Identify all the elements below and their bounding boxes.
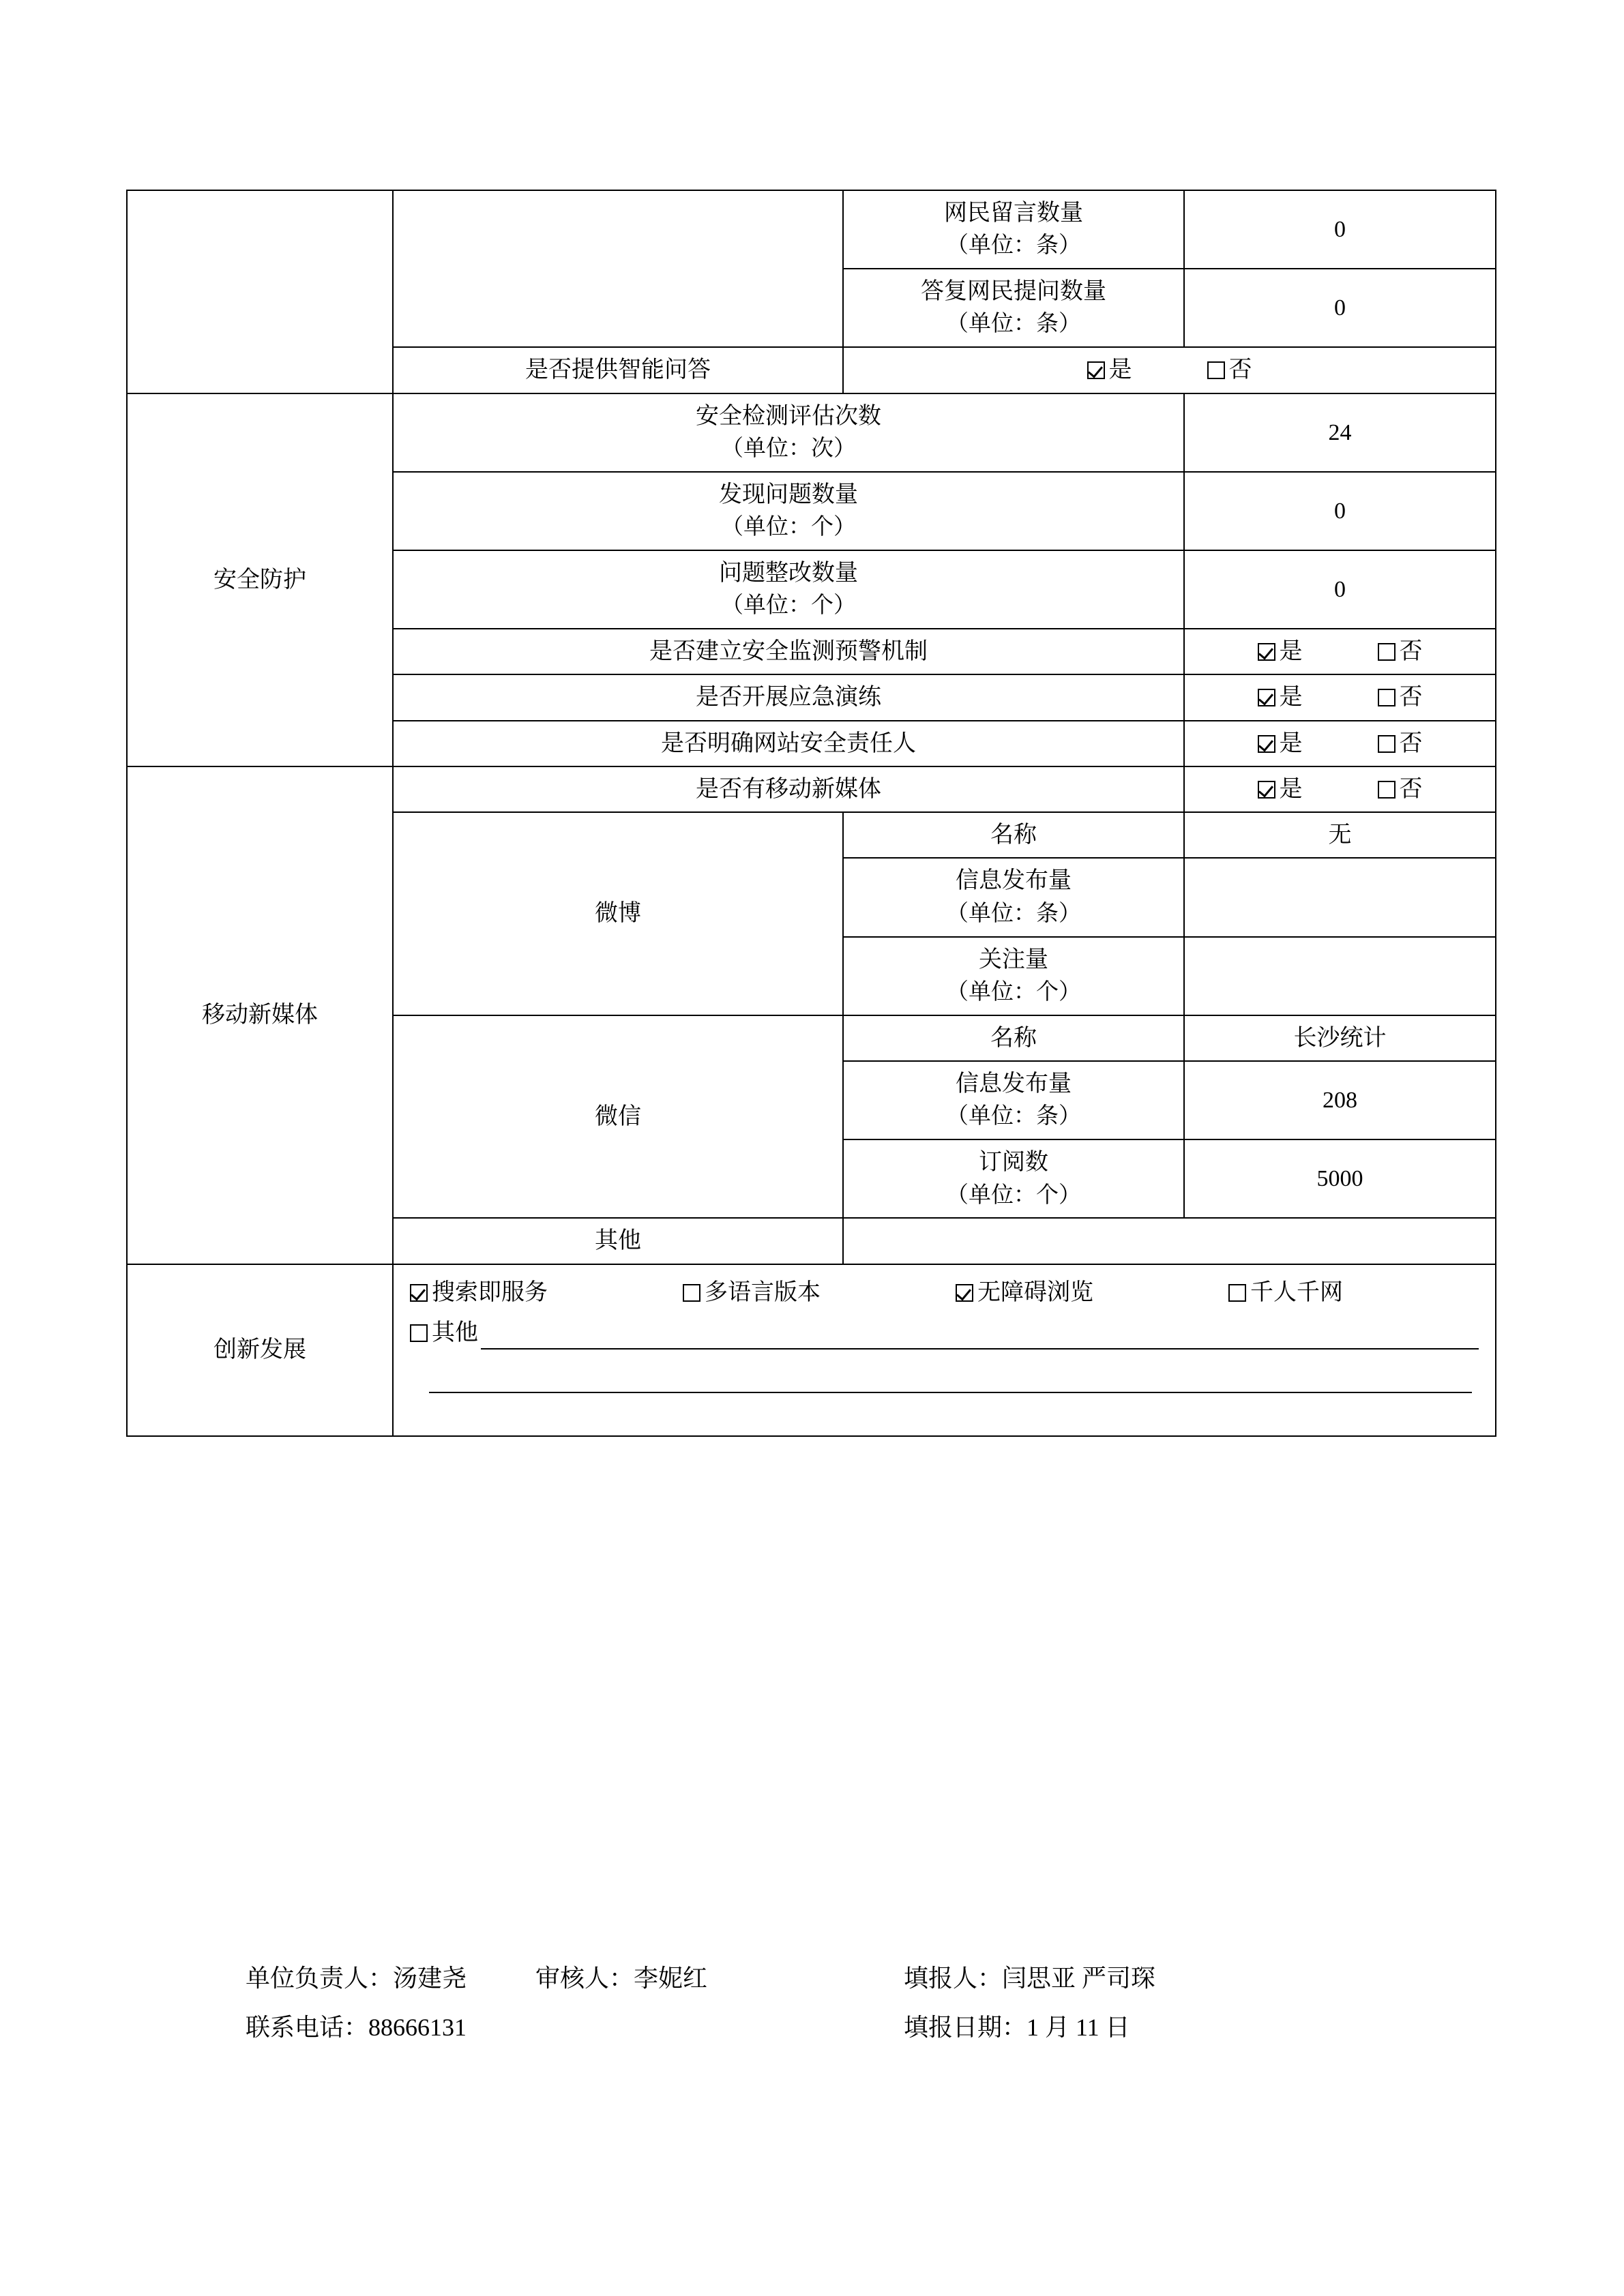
checkbox-warning-mechanism-yes[interactable] [1258, 635, 1303, 668]
phone-label: 联系电话： [246, 2014, 369, 2041]
checkbox-has-newmedia-yes[interactable] [1258, 773, 1303, 806]
checkbox-label: 否 [1399, 639, 1423, 664]
metric-value-weixin-name: 长沙统计 [1184, 1015, 1496, 1061]
checkbox-icon [1378, 643, 1396, 661]
checkbox-label: 否 [1228, 357, 1252, 383]
checkbox-has-newmedia-no[interactable] [1378, 773, 1423, 806]
report-table-wrapper [126, 190, 1495, 1437]
checkbox-label: 否 [1399, 776, 1423, 802]
checkbox-innovation-other[interactable] [410, 1316, 478, 1350]
checkbox-warning-mechanism-no[interactable] [1378, 635, 1423, 668]
checkbox-icon [1258, 689, 1275, 706]
checkbox-icon [410, 1284, 428, 1302]
checkbox-icon [1378, 781, 1396, 799]
metric-value-weibo-followers [1184, 937, 1496, 1015]
checkbox-security-owner-yes[interactable] [1258, 727, 1303, 760]
subsection-blank-interaction [393, 190, 843, 347]
unit-leader-value: 汤建尧 [393, 1965, 467, 1992]
metric-label-weixin-posts: 信息发布量 （单位：条） [843, 1061, 1184, 1139]
report-date-field [904, 2003, 1381, 2052]
checkbox-label: 搜索即服务 [432, 1279, 548, 1305]
innovation-options-row [410, 1276, 1479, 1309]
checkbox-label: 是 [1108, 357, 1132, 383]
section-label-interaction [127, 190, 393, 393]
metric-value-smart-qa [843, 347, 1496, 393]
metric-value-netizen-replies: 0 [1184, 269, 1496, 347]
checkbox-label: 否 [1399, 685, 1423, 711]
checkbox-label: 否 [1399, 730, 1423, 756]
checkbox-icon [1258, 735, 1275, 753]
reporter-field [904, 1954, 1381, 2003]
phone-field [126, 2003, 904, 2052]
unit-leader-field [126, 1954, 535, 2003]
checkbox-icon [1258, 643, 1275, 661]
subsection-label-other-media: 其他 [393, 1218, 843, 1264]
checkbox-icon [1258, 781, 1275, 799]
innovation-other-row [410, 1316, 1479, 1350]
metric-label-issues-fixed: 问题整改数量 （单位：个） [393, 550, 1184, 629]
metric-value-has-newmedia [1184, 766, 1496, 812]
metric-value-weibo-name: 无 [1184, 812, 1496, 858]
metric-label-smart-qa: 是否提供智能问答 [393, 347, 843, 393]
metric-label-weixin-subscribers: 订阅数 （单位：个） [843, 1139, 1184, 1218]
checkbox-emergency-drill-no[interactable] [1378, 681, 1423, 714]
reviewer-value: 李妮红 [634, 1965, 708, 1992]
checkbox-smart-qa-no[interactable] [1207, 353, 1252, 387]
checkbox-icon [1378, 689, 1396, 706]
reviewer-label: 审核人： [535, 1965, 634, 1992]
metric-value-issues-fixed: 0 [1184, 550, 1496, 629]
metric-label-netizen-replies: 答复网民提问数量 （单位：条） [843, 269, 1184, 347]
table-row [127, 1264, 1496, 1436]
form-footer [126, 1954, 1495, 2052]
metric-value-warning-mechanism [1184, 629, 1496, 674]
metric-label-emergency-drill: 是否开展应急演练 [393, 674, 1184, 720]
innovation-options-cell [393, 1264, 1496, 1436]
metric-label-weibo-name: 名称 [843, 812, 1184, 858]
report-date-value: 1 月 11 日 [1027, 2014, 1130, 2041]
metric-label-issues-found: 发现问题数量 （单位：个） [393, 472, 1184, 550]
metric-label-weibo-posts: 信息发布量 （单位：条） [843, 858, 1184, 936]
innovation-other-input-line2[interactable] [429, 1373, 1472, 1393]
subsection-label-weibo: 微博 [393, 812, 843, 1015]
checkbox-label: 多语言版本 [705, 1279, 821, 1305]
section-label-security: 安全防护 [127, 393, 393, 766]
phone-value: 88666131 [368, 2014, 467, 2041]
metric-label-has-newmedia: 是否有移动新媒体 [393, 766, 1184, 812]
metric-value-netizen-messages: 0 [1184, 190, 1496, 269]
report-date-label: 填报日期： [904, 2014, 1027, 2041]
checkbox-label: 是 [1279, 639, 1303, 664]
metric-label-netizen-messages: 网民留言数量 （单位：条） [843, 190, 1184, 269]
metric-label-security-owner: 是否明确网站安全责任人 [393, 721, 1184, 766]
metric-value-weixin-subscribers: 5000 [1184, 1139, 1496, 1218]
reporter-label: 填报人： [904, 1965, 1003, 1992]
footer-line-2 [126, 2003, 1495, 2052]
checkbox-search-as-service[interactable] [410, 1276, 683, 1309]
table-row [127, 766, 1496, 812]
innovation-other-row-2 [410, 1373, 1479, 1393]
checkbox-multilingual[interactable] [683, 1276, 956, 1309]
checkbox-personalized-site[interactable] [1228, 1276, 1474, 1309]
unit-leader-label: 单位负责人： [246, 1965, 394, 1992]
checkbox-label: 是 [1279, 730, 1303, 756]
metric-value-security-checks: 24 [1184, 393, 1496, 472]
reporter-value: 闫思亚 严司琛 [1002, 1965, 1156, 1992]
checkbox-label: 是 [1279, 776, 1303, 802]
checkbox-icon [956, 1284, 973, 1302]
checkbox-smart-qa-yes[interactable] [1087, 353, 1132, 387]
checkbox-label: 无障碍浏览 [977, 1279, 1093, 1305]
metric-value-weibo-posts [1184, 858, 1496, 936]
metric-label-weibo-followers: 关注量 （单位：个） [843, 937, 1184, 1015]
metric-value-issues-found: 0 [1184, 472, 1496, 550]
checkbox-accessibility[interactable] [956, 1276, 1228, 1309]
table-row [127, 190, 1496, 269]
checkbox-emergency-drill-yes[interactable] [1258, 681, 1303, 714]
checkbox-label: 千人千网 [1250, 1279, 1343, 1305]
checkbox-label: 是 [1279, 685, 1303, 711]
subsection-value-other-media [843, 1218, 1496, 1264]
checkbox-icon [1087, 361, 1105, 379]
metric-value-emergency-drill [1184, 674, 1496, 720]
section-label-newmedia: 移动新媒体 [127, 766, 393, 1264]
checkbox-icon [683, 1284, 700, 1302]
section-label-innovation: 创新发展 [127, 1264, 393, 1436]
metric-value-security-owner [1184, 721, 1496, 766]
innovation-other-input[interactable] [481, 1328, 1479, 1350]
subsection-label-weixin: 微信 [393, 1015, 843, 1219]
metric-label-security-checks: 安全检测评估次数 （单位：次） [393, 393, 1184, 472]
checkbox-icon [410, 1324, 428, 1342]
checkbox-icon [1378, 735, 1396, 753]
checkbox-security-owner-no[interactable] [1378, 727, 1423, 760]
metric-value-weixin-posts: 208 [1184, 1061, 1496, 1139]
reviewer-field [535, 1954, 904, 2003]
checkbox-icon [1228, 1284, 1246, 1302]
footer-line-1 [126, 1954, 1495, 2003]
checkbox-icon [1207, 361, 1225, 379]
checkbox-label: 其他 [432, 1320, 478, 1345]
metric-label-warning-mechanism: 是否建立安全监测预警机制 [393, 629, 1184, 674]
metric-label-weixin-name: 名称 [843, 1015, 1184, 1061]
table-row [127, 393, 1496, 472]
annual-report-table [126, 190, 1496, 1437]
